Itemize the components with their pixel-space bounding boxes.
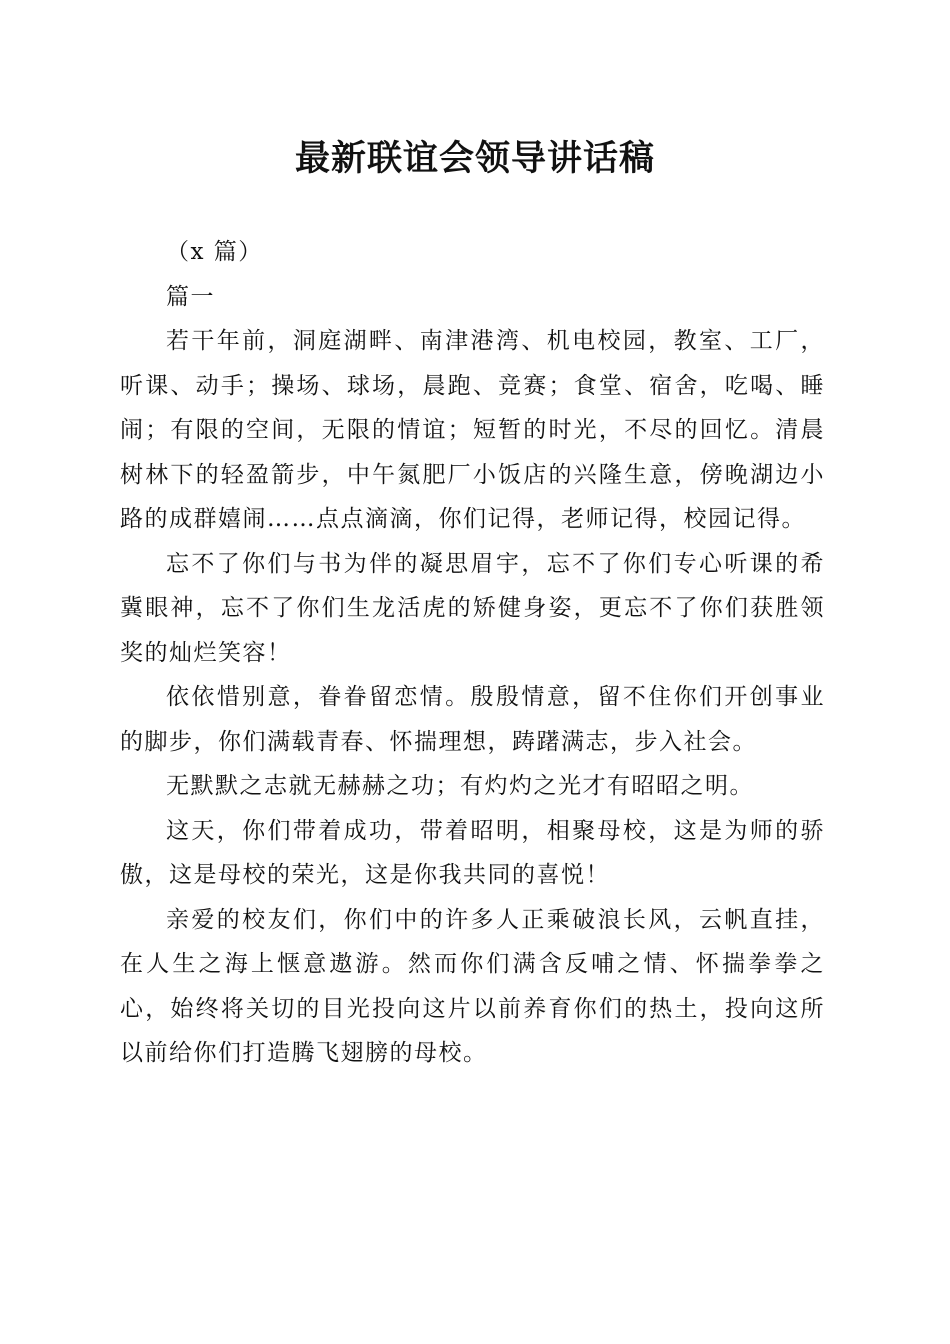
body-paragraph: 这天，你们带着成功，带着昭明，相聚母校，这是为师的骄傲，这是母校的荣光，这是你我共同的喜悦！ xyxy=(120,817,825,888)
body-paragraph: 忘不了你们与书为伴的凝思眉宇，忘不了你们专心听课的希冀眼神，忘不了你们生龙活虎的矫健身姿，更忘不了你们获胜领奖的灿烂笑容！ xyxy=(120,550,825,666)
body-paragraph: 若干年前，洞庭湖畔、南津港湾、机电校园，教室、工厂，听课、动手；操场、球场，晨跑、竞赛；食堂、宿舍，吃喝、睡闹；有限的空间，无限的情谊；短暂的时光，不尽的回忆。清晨树林下的轻盈箭步，中午氮肥厂小饭店的兴隆生意，傍晚湖边小路的成群嬉闹……点点滴滴，你们记得，老师记得，校园记得。 xyxy=(120,328,825,532)
body-paragraph: 无默默之志就无赫赫之功；有灼灼之光才有昭昭之明。 xyxy=(166,773,754,799)
document-body xyxy=(120,230,825,1076)
body-paragraph: 亲爱的校友们，你们中的许多人正乘破浪长风，云帆直挂，在人生之海上惬意遨游。然而你们满含反哺之情、怀揣拳拳之心，始终将关切的目光投向这片以前养育你们的热土，投向这所以前给你们打造腾飞翅膀的母校。 xyxy=(120,906,825,1066)
document-title: 最新联谊会领导讲话稿 xyxy=(294,138,655,179)
article-count-note: （x 篇） xyxy=(166,239,263,265)
body-paragraph: 依依惜别意，眷眷留恋情。殷殷情意，留不住你们开创事业的脚步，你们满载青春、怀揣理想，踌躇满志，步入社会。 xyxy=(120,684,825,755)
section-heading: 篇一 xyxy=(166,283,215,310)
